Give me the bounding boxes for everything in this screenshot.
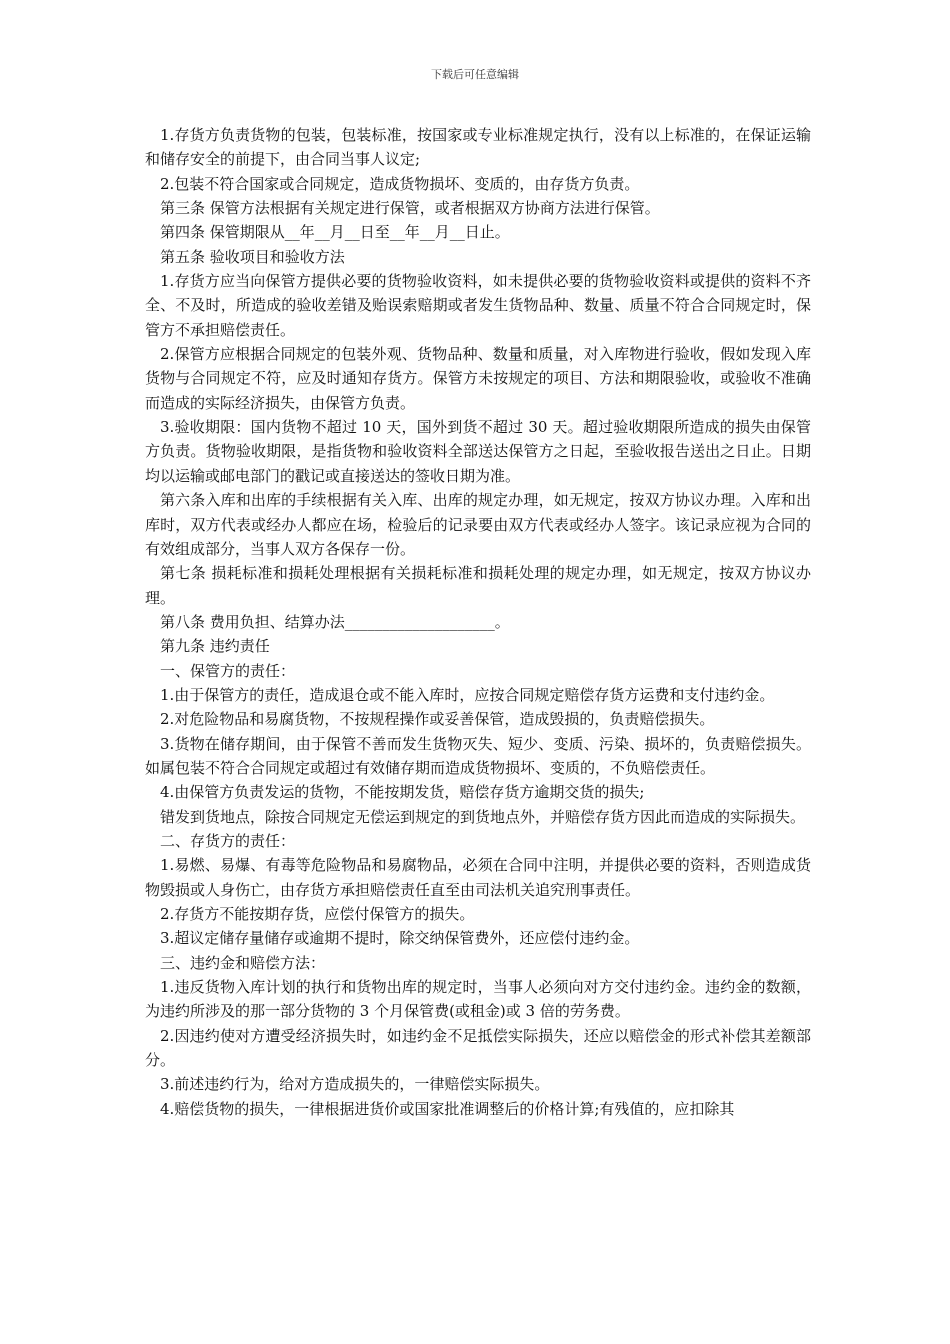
paragraph: 错发到货地点，除按合同规定无偿运到规定的到货地点外，并赔偿存货方因此而造成的实际损失。 <box>160 807 806 826</box>
paragraph: 第五条 验收项目和验收方法 <box>160 247 345 266</box>
paragraph: 二、存货方的责任： <box>160 831 296 850</box>
paragraph: 3.前述违约行为，给对方造成损失的，一律赔偿实际损失。 <box>160 1075 550 1094</box>
paragraph: 第九条 违约责任 <box>160 637 270 656</box>
paragraph: 2.保管方应根据合同规定的包装外观、货物品种、数量和质量，对入库物进行验收，假如发现入库货物与合同规定不符，应及时通知存货方。保管方未按规定的项目、方法和期限验收，或验收不准确而造成的实际经济损失，由保管方负责。 <box>145 345 811 412</box>
page-header: 下载后可任意编辑 <box>431 68 519 81</box>
paragraph: 2.因违约使对方遭受经济损失时，如违约金不足抵偿实际损失，还应以赔偿金的形式补偿其差额部分。 <box>145 1026 811 1070</box>
paragraph: 1.存货方应当向保管方提供必要的货物验收资料，如未提供必要的货物验收资料或提供的资料不齐全、不及时，所造成的验收差错及贻误索赔期或者发生货物品种、数量、质量不符合合同规定时，保管方不承担赔偿责任。 <box>145 272 811 339</box>
paragraph: 第三条 保管方法根据有关规定进行保管，或者根据双方协商方法进行保管。 <box>160 199 660 218</box>
paragraph: 第四条 保管期限从__年__月__日至__年__月__日止。 <box>160 223 510 242</box>
paragraph: 4.赔偿货物的损失，一律根据进货价或国家批准调整后的价格计算;有残值的，应扣除其 <box>160 1099 735 1118</box>
paragraph: 1.易燃、易爆、有毒等危险物品和易腐物品，必须在合同中注明，并提供必要的资料，否则造成货物毁损或人身伤亡，由存货方承担赔偿责任直至由司法机关追究刑事责任。 <box>145 856 811 899</box>
paragraph: 第六条入库和出库的手续根据有关入库、出库的规定办理，如无规定，按双方协议办理。入库和出库时，双方代表或经办人都应在场，检验后的记录要由双方代表或经办人签字。该记录应视为合同的有效组成部分，当事人双方各保存一份。 <box>145 491 811 558</box>
paragraph: 1.由于保管方的责任，造成退仓或不能入库时，应按合同规定赔偿存货方运费和支付违约金。 <box>160 685 775 704</box>
paragraph: 第七条 损耗标准和损耗处理根据有关损耗标准和损耗处理的规定办理，如无规定，按双方协议办理。 <box>145 564 811 607</box>
paragraph: 3.超议定储存量储存或逾期不提时，除交纳保管费外，还应偿付违约金。 <box>160 929 640 948</box>
paragraph: 4.由保管方负责发运的货物，不能按期发货，赔偿存货方逾期交货的损失; <box>160 783 645 802</box>
paragraph: 1.违反货物入库计划的执行和货物出库的规定时，当事人必须向对方交付违约金。违约金的数额，为违约所涉及的那一部分货物的 3 个月保管费(或租金)或 3 倍的劳务费。 <box>145 978 811 1021</box>
document-body <box>145 123 811 1121</box>
paragraph: 3.验收期限：国内货物不超过 10 天，国外到货不超过 30 天。超过验收期限所造成的损失由保管方负责。货物验收期限，是指货物和验收资料全部送达保管方之日起，至验收报告送出之日止。日期均以运输或邮电部门的戳记或直接送达的签收日期为准。 <box>145 418 811 485</box>
paragraph: 第八条 费用负担、结算办法____________________。 <box>160 612 510 631</box>
paragraph: 2.对危险物品和易腐货物，不按规程操作或妥善保管，造成毁损的，负责赔偿损失。 <box>160 710 715 729</box>
paragraph: 3.货物在储存期间，由于保管不善而发生货物灭失、短少、变质、污染、损坏的，负责赔偿损失。如属包装不符合合同规定或超过有效储存期而造成货物损坏、变质的，不负赔偿责任。 <box>145 734 811 777</box>
paragraph: 2.存货方不能按期存货，应偿付保管方的损失。 <box>160 905 475 923</box>
paragraph: 三、违约金和赔偿方法： <box>160 953 326 972</box>
paragraph: 1.存货方负责货物的包装，包装标准，按国家或专业标准规定执行，没有以上标准的，在保证运输和储存安全的前提下，由合同当事人议定; <box>145 126 811 169</box>
paragraph: 2.包装不符合国家或合同规定，造成货物损坏、变质的，由存货方负责。 <box>160 174 640 193</box>
paragraph: 一、保管方的责任： <box>160 661 296 680</box>
